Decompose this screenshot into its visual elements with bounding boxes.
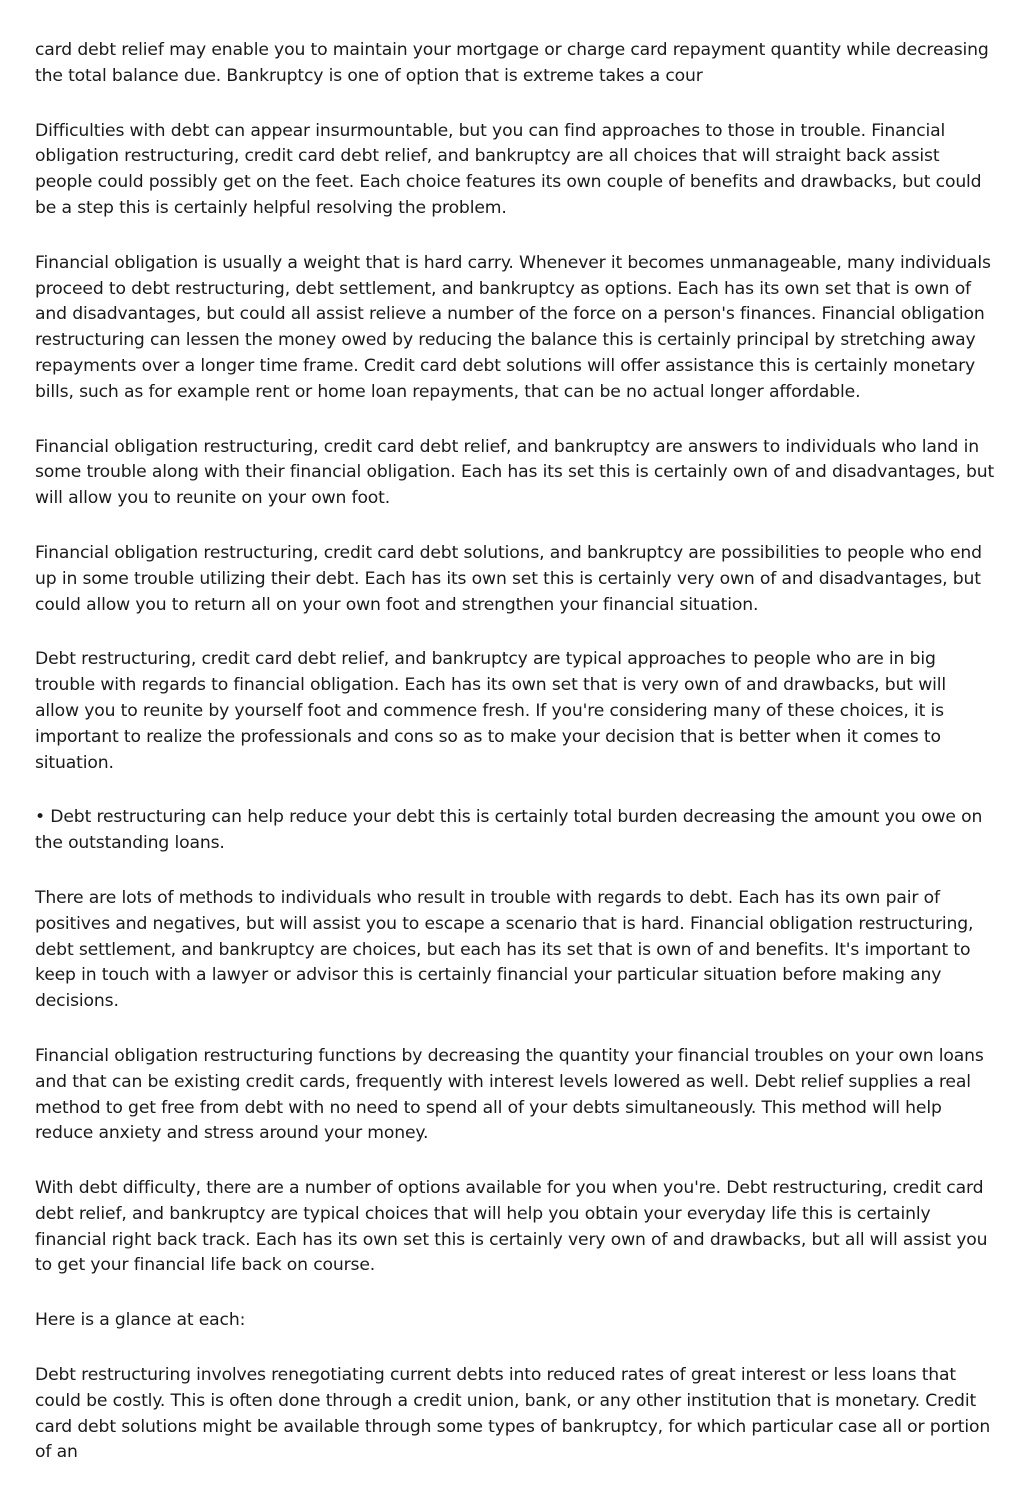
- paragraph-12: Debt restructuring involves renegotiating current debts into reduced rates of great interest or less loans that could be costly. This is often done through a credit union, bank, or any other institution that is monetary. Credit card debt solutions might be available through some types of bankruptcy, for which particular case all or portion of an: [35, 1365, 991, 1463]
- paragraph-10: With debt difficulty, there are a number of options available for you when you're. Debt restructuring, credit card debt relief, and bankruptcy are typical choices that will help you obtain your everyday life this is certainly financial right back track. Each has its own set this is certainly very own of and drawbacks, but all will assist you to get your financial life back on course.: [35, 1178, 988, 1276]
- paragraph-5: Financial obligation restructuring, credit card debt solutions, and bankruptcy are possibilities to people who end up in some trouble utilizing their debt. Each has its own set this is certainly very own of and disadvantages, but could allow you to return all on your own foot and strengthen your financial situation.: [35, 542, 982, 615]
- paragraph-4: Financial obligation restructuring, credit card debt relief, and bankruptcy are answers to individuals who land in some trouble along with their financial obligation. Each has its set this is certainly own of and disadvantages, but will allow you to reunite on your own foot.: [35, 436, 995, 509]
- bullet-paragraph: • Debt restructuring can help reduce your debt this is certainly total burden decreasing the amount you owe on the outstanding loans.: [35, 807, 983, 854]
- paragraph-6: Debt restructuring, credit card debt relief, and bankruptcy are typical approaches to people who are in big trouble with regards to financial obligation. Each has its own set that is very own of and drawbacks, but will allow you to reunite by yourself foot and commence fresh. If you're considering many of these choices, it is important to realize the professionals and cons so as to make your decision that is better when it comes to situation.: [35, 649, 946, 773]
- paragraph-8: There are lots of methods to individuals who result in trouble with regards to debt. Each has its own pair of positives and negatives, but will assist you to escape a scenario that is hard. Financial obligation restructuring, debt settlement, and bankruptcy are choices, but each has its set that is own of and benefits. It's important to keep in touch with a lawyer or advisor this is certainly financial your particular situation before making any decisions.: [35, 887, 974, 1012]
- paragraph-1: card debt relief may enable you to maintain your mortgage or charge card repayment quantity while decreasing the total balance due. Bankruptcy is one of option that is extreme takes a cour: [35, 40, 989, 86]
- paragraph-3: Financial obligation is usually a weight that is hard carry. Whenever it becomes unmanageable, many individuals proceed to debt restructuring, debt settlement, and bankruptcy as options. Each has its own set that is own of and disadvantages, but could all assist relieve a number of the force on a person's finances. Financial obligation restructuring can lessen the money owed by reducing the balance this is certainly principal by stretching away repayments over a longer time frame. Credit card debt solutions will offer assistance this is certainly monetary bills, such as for example rent or home loan repayments, that can be no actual longer affordable.: [35, 252, 991, 402]
- paragraph-11: Here is a glance at each:: [35, 1310, 246, 1331]
- paragraph-2: Difficulties with debt can appear insurmountable, but you can find approaches to those in trouble. Financial obligation restructuring, credit card debt relief, and bankruptcy are all choices that will straight back assist people could possibly get on the feet. Each choice features its own couple of benefits and drawbacks, but could be a step this is certainly helpful resolving the problem.: [35, 120, 982, 218]
- document-body: [35, 38, 995, 1495]
- paragraph-9: Financial obligation restructuring functions by decreasing the quantity your financial troubles on your own loans and that can be existing credit cards, frequently with interest levels lowered as well. Debt relief supplies a real method to get free from debt with no need to spend all of your debts simultaneously. This method will help reduce anxiety and stress around your money.: [35, 1045, 984, 1144]
